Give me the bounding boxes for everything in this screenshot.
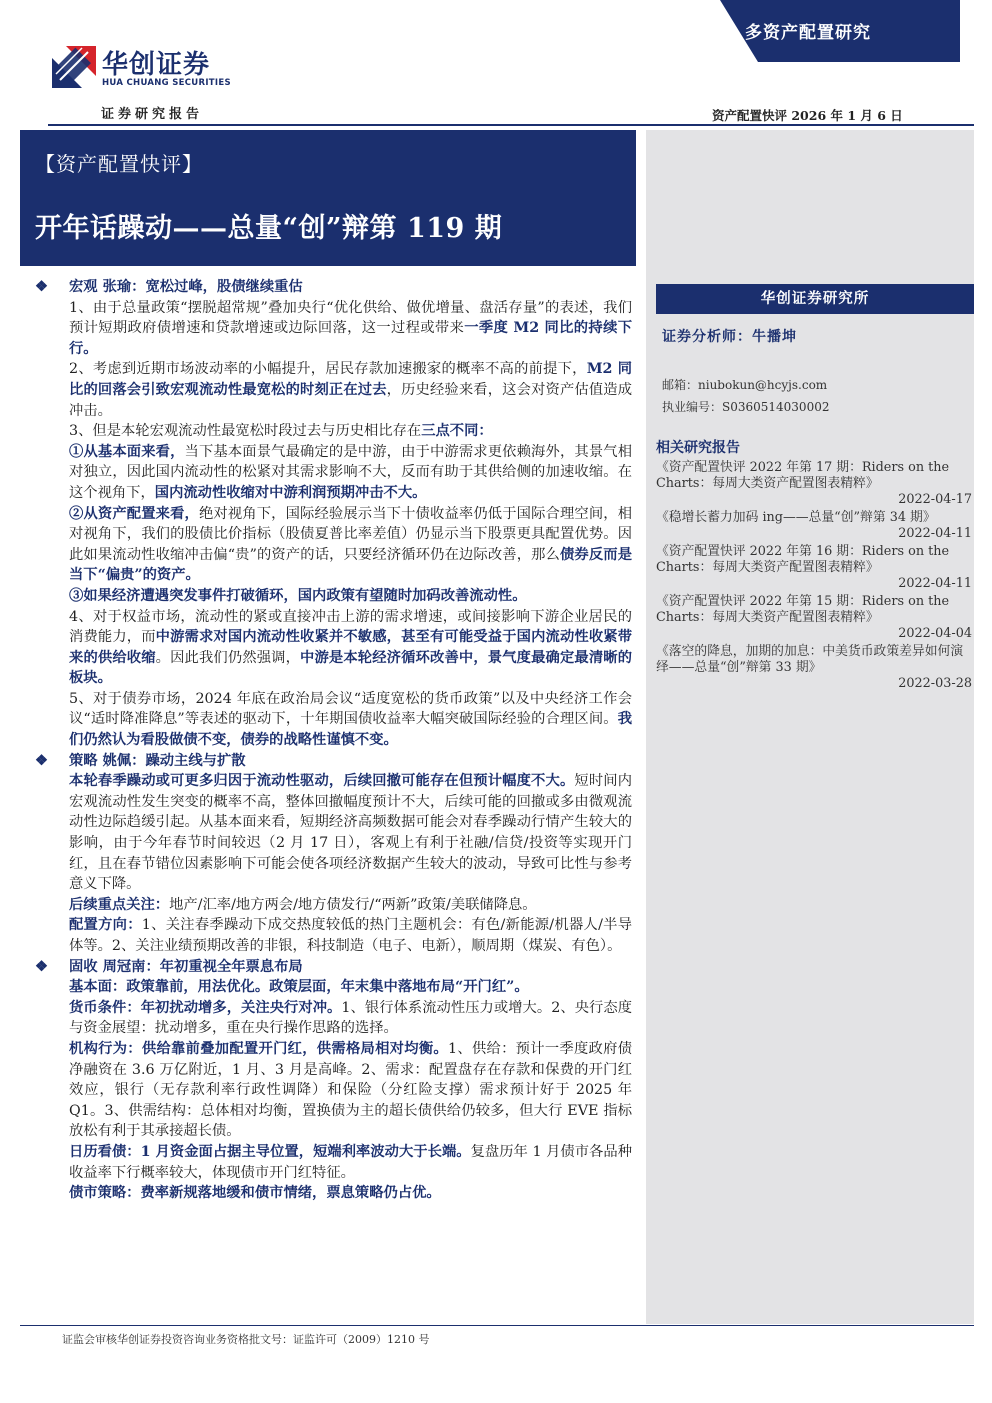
institution-bar: 华创证券研究所 <box>656 284 974 314</box>
header-divider <box>48 124 974 126</box>
paragraph: 后续重点关注：地产/汇率/地方两会/地方债发行/“两新”政策/美联储降息。 <box>69 896 537 913</box>
paragraph: ②从资产配置来看，绝对视角下，国际经验展示当下十债收益率仍低于国际合理空间，相对视角下，我们的股债比价指标（股债夏普比率差值）仍显示当下股票更具配置优势。因此如果流动性收缩冲击偏“贵”的资产的话，只要经济循环仍在边际改善，那么债券反而是当下“偏贵”的资产。 <box>69 505 633 584</box>
diamond-bullet-icon: ❖ <box>35 279 48 295</box>
related-report-item[interactable] <box>656 644 972 692</box>
report-type-label: 证券研究报告 <box>101 107 204 122</box>
report-title: 开年话躁动——总量“创”辩第 119 期 <box>35 213 503 244</box>
related-report-date: 2022-04-17 <box>898 492 972 507</box>
logo-chinese-name: 华创证券 <box>102 50 211 80</box>
report-date-line: 资产配置快评 2026 年 1 月 6 日 <box>712 108 903 123</box>
footer-divider <box>20 1325 974 1326</box>
logo-english-name: HUA CHUANG SECURITIES <box>102 78 231 88</box>
report-series-tag: 【资产配置快评】 <box>35 152 203 176</box>
section-heading-strategy: ❖ 策略 姚佩：躁动主线与扩散 <box>35 751 632 772</box>
related-report-date: 2022-03-28 <box>898 676 972 691</box>
paragraph: 配置方向：1、关注春季躁动下成交热度较低的热门主题机会：有色/新能源/机器人/半导体等。2、关注业绩预期改善的非银，科技制造（电子、电新），顺周期（煤炭、有色）。 <box>69 917 633 954</box>
analyst-name: 证券分析师：牛播坤 <box>662 329 797 345</box>
related-report-title[interactable]: 《资产配置快评 2022 年第 16 期：Riders on the Charts：每周大类资产配置图表精粹》 <box>656 544 950 575</box>
related-reports-title: 相关研究报告 <box>656 440 740 456</box>
section-heading-fixed-income: ❖ 固收 周冠南：年初重视全年票息布局 <box>35 957 632 978</box>
related-report-title[interactable]: 《落空的降息，加期的加息：中美货币政策差异如何演绎——总量“创”辩第 33 期》 <box>656 644 964 675</box>
related-report-date: 2022-04-04 <box>898 626 972 641</box>
analyst-email: 邮箱：niubokun@hcyjs.com <box>662 378 828 392</box>
logo-mark-icon <box>52 44 96 88</box>
analyst-license: 执业编号：S0360514030002 <box>662 400 830 414</box>
related-reports-list <box>656 460 972 694</box>
paragraph: 基本面：政策靠前，用法优化。政策层面，年末集中落地布局“开门红”。 <box>69 979 529 996</box>
related-report-item[interactable] <box>656 594 972 642</box>
related-report-date: 2022-04-11 <box>898 526 972 541</box>
paragraph: 1、由于总量政策“摆脱超常规”叠加央行“优化供给、做优增量、盘活存量”的表述，我们预计短期政府债增速和贷款增速或边际回落，这一过程或带来一季度 M2 同比的持续下行。 <box>69 299 633 357</box>
paragraph: 本轮春季躁动或可更多归因于流动性驱动，后续回撤可能存在但预计幅度不大。短时间内宏观流动性发生突变的概率不高，整体回撤幅度预计不大，后续可能的回撤或多由微观流动性边际趋缓引起。从基本面来看，短期经济高频数据可能会对春季躁动行情产生较大的影响，由于今年春节时间较迟（2 月 17 日），客观上有利于社融/信贷/投资等实现开门红，且在春节错位因素影响下可能会使各项经济数据产生较大的波动，导致可比性与参考意义下降。 <box>69 773 633 893</box>
company-logo <box>52 42 242 94</box>
diamond-bullet-icon: ❖ <box>35 958 48 975</box>
paragraph: 3、但是本轮宏观流动性最宽松时段过去与历史相比存在三点不同： <box>69 423 493 440</box>
paragraph: 5、对于债券市场，2024 年底在政治局会议“适度宽松的货币政策”以及中央经济工作会议“适时降准降息”等表述的驱动下，十年期国债收益率大幅突破国际经验的合理区间。我们仍然认为看股做债不变，债券的战略性谨慎不变。 <box>69 690 632 749</box>
related-report-title[interactable]: 《资产配置快评 2022 年第 15 期：Riders on the Charts：每周大类资产配置图表精粹》 <box>656 594 950 625</box>
related-report-item[interactable] <box>656 510 972 542</box>
footer-license-text: 证监会审核华创证券投资咨询业务资格批文号：证监许可（2009）1210 号 <box>62 1333 430 1346</box>
category-badge-text: 多资产配置研究 <box>745 23 871 43</box>
paragraph: 4、对于权益市场，流动性的紧或直接冲击上游的需求增速，或间接影响下游企业居民的消费能力，而中游需求对国内流动性收紧并不敏感，甚至有可能受益于国内流动性收紧带来的供给收缩。因此我们仍然强调，中游是本轮经济循环改善中，景气度最确定最清晰的板块。 <box>69 608 633 687</box>
paragraph: 货币条件：年初扰动增多，关注央行对冲。1、银行体系流动性压力或增大。2、央行态度与资金展望：扰动增多，重在央行操作思路的选择。 <box>69 999 632 1037</box>
paragraph: 债市策略：费率新规落地缓和债市情绪，票息策略仍占优。 <box>69 1185 441 1202</box>
paragraph: ③如果经济遭遇突发事件打破循环，国内政策有望随时加码改善流动性。 <box>69 587 527 604</box>
related-report-title[interactable]: 《稳增长蓄力加码 ing——总量“创”辩第 34 期》 <box>656 510 936 525</box>
paragraph: 机构行为：供给靠前叠加配置开门红，供需格局相对均衡。1、供给：预计一季度政府债净融资在 3.6 万亿附近，1 月、3 月是高峰。2、需求：配置盘存在存款和保费的开门红效应，银行（无存款利率行政性调降）和保险（分红险支撑）需求预计好于 2025 年 Q1。3、供需结构：总体相对均衡，置换债为主的超长债供给仍较多，但大行 EVE 指标放松有利于其承接超长债。 <box>69 1040 633 1140</box>
related-report-item[interactable] <box>656 460 972 508</box>
paragraph: 日历看债：1 月资金面占据主导位置，短端利率波动大于长端。复盘历年 1 月债市各品种收益率下行概率较大，体现债市开门红特征。 <box>69 1143 632 1181</box>
section-heading-macro: ❖ 宏观 张瑜：宽松过峰，股债继续重估 <box>35 277 632 298</box>
related-report-date: 2022-04-11 <box>898 576 972 591</box>
related-report-title[interactable]: 《资产配置快评 2022 年第 17 期：Riders on the Charts：每周大类资产配置图表精粹》 <box>656 460 950 491</box>
paragraph: 2、考虑到近期市场波动率的小幅提升，居民存款加速搬家的概率不高的前提下，M2 同比的回落会引致宏观流动性最宽松的时刻正在过去，历史经验来看，这会对资产估值造成冲击。 <box>69 361 633 419</box>
diamond-bullet-icon: ❖ <box>35 752 48 769</box>
paragraph: ①从基本面来看，当下基本面景气最确定的是中游，由于中游需求更依赖海外，其景气相对独立，因此国内流动性的松紧对其需求影响不大，反而有助于其供给侧的加速收缩。在这个视角下，国内流动性收缩对中游利润预期冲击不大。 <box>69 443 632 501</box>
report-body <box>35 277 632 1204</box>
related-report-item[interactable] <box>656 544 972 592</box>
